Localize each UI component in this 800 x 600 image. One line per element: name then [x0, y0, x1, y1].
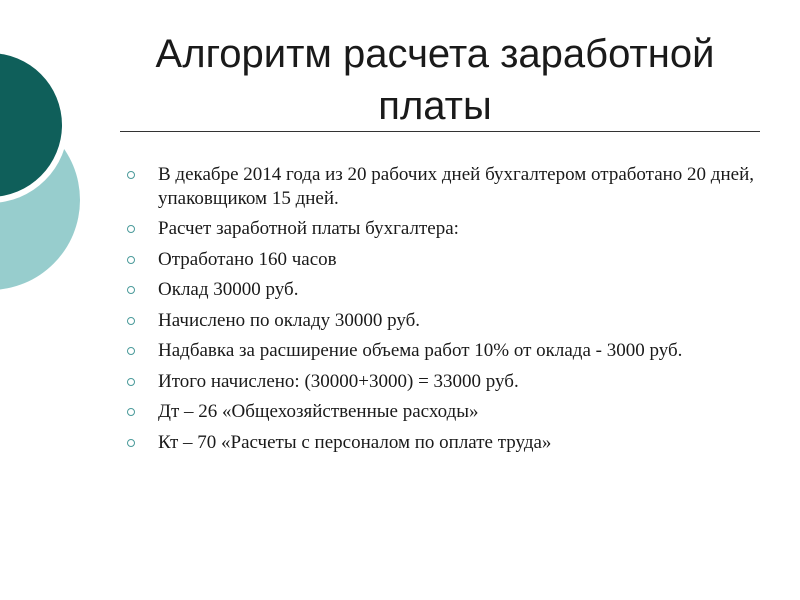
- bullet-text: Итого начислено: (30000+3000) = 33000 руб.: [158, 370, 519, 392]
- title-divider: [120, 131, 760, 132]
- bullet-text: В декабре 2014 года из 20 рабочих дней бухгалтером отработано 20 дней, упаковщиком 15 дней.: [158, 164, 754, 209]
- bullet-item: [120, 217, 760, 241]
- bullet-text: Оклад 30000 руб.: [158, 279, 299, 300]
- bullet-text: Надбавка за расширение объема работ 10% от оклада - 3000 руб.: [158, 340, 683, 361]
- bullet-text: Отработано 160 часов: [158, 248, 337, 270]
- slide-title: Алгоритм расчета заработной платы: [155, 32, 715, 128]
- bullet-item: [120, 309, 760, 333]
- bullet-text: Расчет заработной платы бухгалтера:: [158, 218, 459, 239]
- bullet-item: [120, 339, 760, 363]
- bullet-ring-icon: [127, 439, 135, 447]
- bullet-ring-icon: [127, 171, 135, 179]
- decorative-circles: [0, 0, 130, 330]
- bullet-ring-icon: [127, 408, 135, 416]
- bullet-item: [120, 163, 760, 210]
- bullet-item: [120, 248, 760, 272]
- bullet-ring-icon: [127, 317, 135, 325]
- bullet-text: Начислено по окладу 30000 руб.: [158, 309, 421, 331]
- bullet-item: [120, 400, 760, 424]
- bullet-text: Кт – 70 «Расчеты с персоналом по оплате труда»: [158, 431, 552, 453]
- bullet-item: [120, 431, 760, 455]
- bullet-item: [120, 370, 760, 394]
- bullet-ring-icon: [127, 286, 135, 294]
- bullet-ring-icon: [127, 256, 135, 264]
- bullet-ring-icon: [127, 347, 135, 355]
- bullet-text: Дт – 26 «Общехозяйственные расходы»: [158, 401, 479, 422]
- bullet-item: [120, 278, 760, 302]
- bullet-ring-icon: [127, 378, 135, 386]
- bullet-list: [120, 163, 760, 461]
- bullet-ring-icon: [127, 225, 135, 233]
